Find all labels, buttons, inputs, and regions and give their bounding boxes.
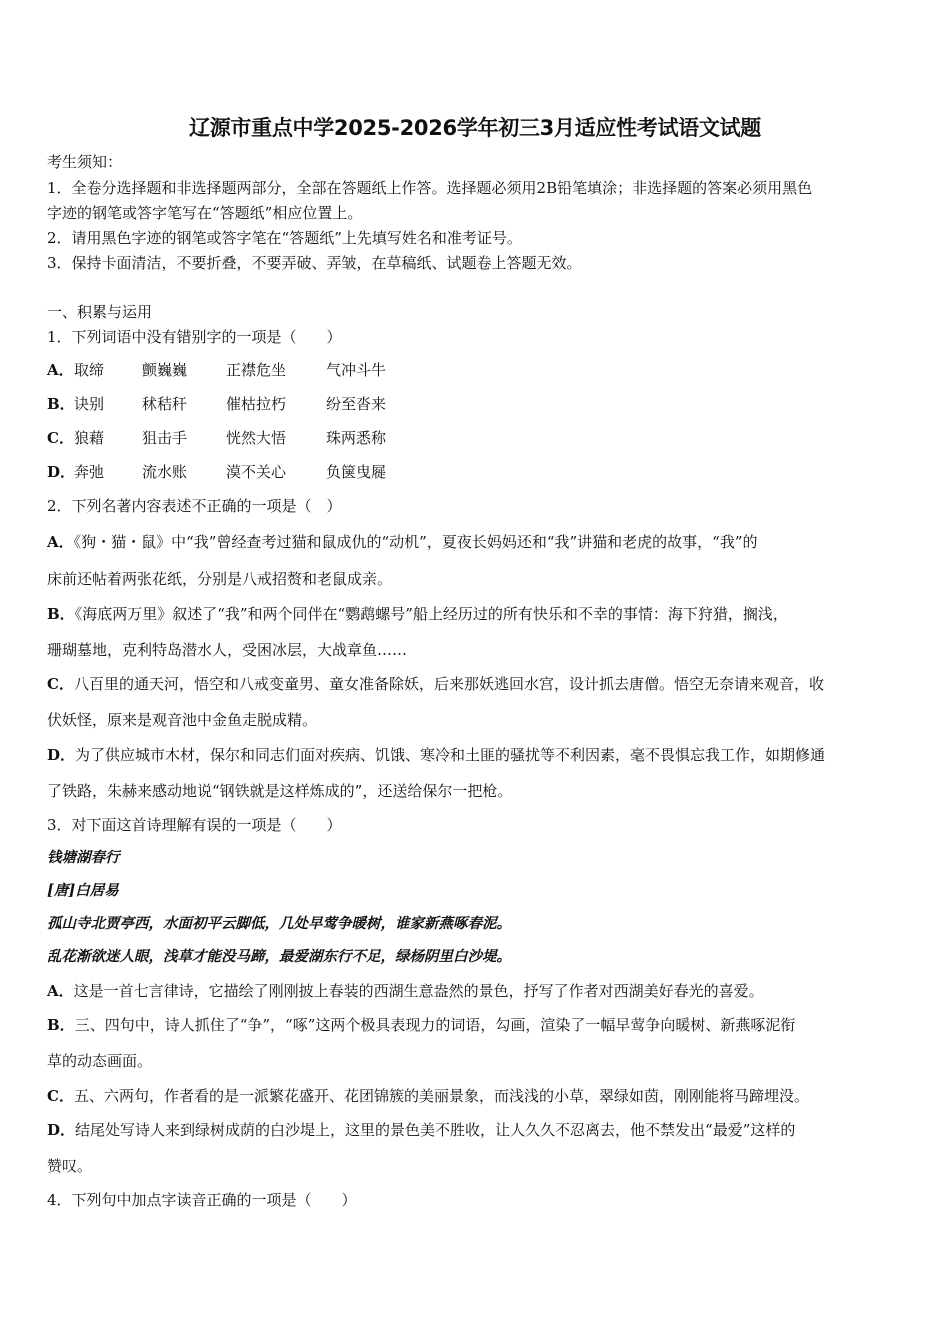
- question-2-stem: 2．下列名著内容表述不正确的一项是（ ）: [47, 497, 342, 515]
- option-label: A．: [47, 361, 74, 379]
- option-word: 取缔: [74, 361, 105, 379]
- option-word: 催枯拉朽: [226, 395, 287, 413]
- option-word: 奔弛: [74, 463, 105, 481]
- q1-option-b: [47, 394, 917, 414]
- q2-option-line: [47, 674, 917, 694]
- question-3-stem: 3．对下面这首诗理解有误的一项是（ ）: [47, 816, 342, 834]
- q3-option-line: [47, 1120, 917, 1140]
- option-label: C．: [47, 429, 74, 447]
- section-heading: 一、积累与运用: [47, 303, 153, 321]
- option-label: B．: [47, 1016, 75, 1034]
- notice-line: 字迹的钢笔或答字笔写在“答题纸”相应位置上。: [47, 204, 363, 222]
- q2-option-line: [47, 532, 917, 552]
- q1-option-c: [47, 428, 917, 448]
- q2-option-line: 床前还帖着两张花纸，分别是八戒招赘和老鼠成亲。: [47, 570, 393, 588]
- q2-option-line: 了铁路，朱赫来感动地说“钢铁就是这样炼成的”，还送给保尔一把枪。: [47, 782, 513, 800]
- notice-line: 1．全卷分选择题和非选择题两部分，全部在答题纸上作答。选择题必须用2B铅笔填涂；非选择题的答案必须用黑色: [47, 179, 813, 197]
- option-text: 八百里的通天河，悟空和八戒变童男、童女准备除妖，后来那妖逃回水宫，设计抓去唐僧。悟空无奈请来观音，收: [73, 675, 824, 693]
- page-title: 辽源市重点中学2025-2026学年初三3月适应性考试语文试题: [189, 116, 761, 140]
- option-word: 恍然大悟: [226, 429, 287, 447]
- option-word: 负箧曳屣: [326, 463, 387, 481]
- option-label: D．: [47, 1121, 76, 1139]
- option-label: A．: [47, 533, 74, 551]
- notice-line: 2．请用黑色字迹的钢笔或答字笔在“答题纸”上先填写姓名和准考证号。: [47, 229, 522, 247]
- poem-title: 钱塘湖春行: [47, 849, 120, 866]
- q2-option-line: [47, 604, 917, 624]
- option-word: 狼藉: [74, 429, 105, 447]
- q3-option-line: [47, 1015, 917, 1035]
- option-label: D．: [47, 746, 76, 764]
- option-text: 为了供应城市木材，保尔和同志们面对疾病、饥饿、寒冷和土匪的骚扰等不利因素，毫不畏惧忘我工作，如期修通: [75, 746, 826, 764]
- option-label: B．: [47, 395, 75, 413]
- option-word: 流水账: [142, 463, 188, 481]
- option-word: 气冲斗牛: [326, 361, 387, 379]
- option-word: 秫秸秆: [142, 395, 188, 413]
- option-label: D．: [47, 463, 76, 481]
- option-text: 结尾处写诗人来到绿树成荫的白沙堤上，这里的景色美不胜收，让人久久不忍离去，他不禁发出“最爱”这样的: [75, 1121, 796, 1139]
- notice-line: 3．保持卡面清洁，不要折叠，不要弄破、弄皱，在草稿纸、试题卷上答题无效。: [47, 254, 582, 272]
- q2-option-line: 珊瑚墓地，克利特岛潜水人，受困冰层，大战章鱼……: [47, 641, 408, 659]
- option-label: B．: [47, 605, 75, 623]
- option-text: 三、四句中，诗人抓住了“争”，“啄”这两个极具表现力的词语，勾画，渲染了一幅早莺争向暖树、新燕啄泥衔: [74, 1016, 796, 1034]
- q2-option-line: 伏妖怪，原来是观音池中金鱼走脱成精。: [47, 711, 318, 729]
- question-4-stem: 4．下列句中加点字读音正确的一项是（ ）: [47, 1191, 357, 1209]
- option-word: 狙击手: [142, 429, 188, 447]
- poem-author: [唐]白居易: [47, 882, 119, 899]
- option-word: 珠两悉称: [326, 429, 387, 447]
- option-label: C．: [47, 675, 74, 693]
- poem-line: 孤山寺北贾亭西，水面初平云脚低，几处早莺争暖树，谁家新燕啄春泥。: [47, 915, 511, 932]
- q3-option-line: [47, 1086, 917, 1106]
- option-text: 五、六两句，作者看的是一派繁花盛开、花团锦簇的美丽景象，而浅浅的小草，翠绿如茵，刚刚能将马蹄埋没。: [73, 1087, 809, 1105]
- option-word: 正襟危坐: [226, 361, 287, 379]
- option-word: 漠不关心: [226, 463, 287, 481]
- option-text: 《狗・猫・鼠》中“我”曾经查考过猫和鼠成仇的“动机”，夏夜长妈妈还和“我”讲猫和老虎的故事，“我”的: [73, 533, 758, 551]
- option-label: A．: [47, 982, 74, 1000]
- q1-option-a: [47, 360, 917, 380]
- q3-option-line: 赞叹。: [47, 1157, 93, 1175]
- question-1-stem: 1．下列词语中没有错别字的一项是（ ）: [47, 328, 342, 346]
- option-word: 颤巍巍: [142, 361, 188, 379]
- q3-option-line: 草的动态画面。: [47, 1052, 153, 1070]
- notice-heading: 考生须知：: [47, 153, 123, 171]
- option-text: 《海底两万里》叙述了“我”和两个同伴在“鹦鹉螺号”船上经历过的所有快乐和不幸的事情：海下狩猎，搁浅，: [74, 605, 788, 623]
- option-label: C．: [47, 1087, 74, 1105]
- q2-option-line: [47, 745, 917, 765]
- q1-option-d: [47, 462, 917, 482]
- option-word: 诀别: [74, 395, 105, 413]
- option-word: 纷至沓来: [326, 395, 387, 413]
- poem-line: 乱花渐欲迷人眼，浅草才能没马蹄，最爱湖东行不足，绿杨阴里白沙堤。: [47, 948, 511, 965]
- option-text: 这是一首七言律诗，它描绘了刚刚披上春装的西湖生意盎然的景色，抒写了作者对西湖美好春光的喜爱。: [73, 982, 764, 1000]
- q3-option-line: [47, 981, 917, 1001]
